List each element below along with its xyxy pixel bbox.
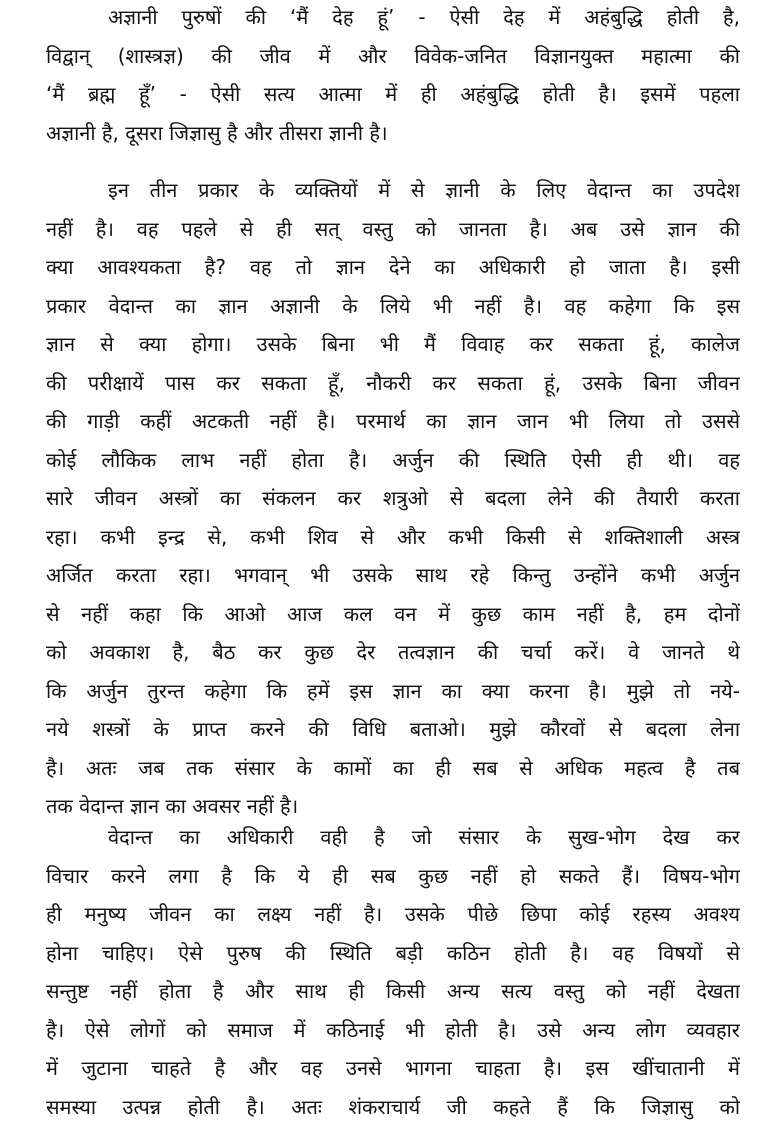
text-line: विद्वान् (शास्त्रज्ञ) की जीव में और विवेक-जनित विज्ञानयुक्त महात्मा की	[46, 37, 740, 76]
text-line: सारे जीवन अस्त्रों का संकलन कर शत्रुओ से बदला लेने की तैयारी करता	[46, 479, 740, 518]
text-line: क्या आवश्यकता है? वह तो ज्ञान देने का अधिकारी हो जाता है। इसी	[46, 248, 740, 287]
text-line: में जुटाना चाहते है और वह उनसे भागना चाहता है। इस खींचातानी में	[46, 1049, 740, 1088]
text-line: विचार करने लगा है कि ये ही सब कुछ नहीं हो सकते हैं। विषय-भोग	[46, 857, 740, 896]
text-line: होना चाहिए। ऐसे पुरुष की स्थिति बड़ी कठिन होती है। वह विषयों से	[46, 934, 740, 973]
paragraph-2	[46, 171, 740, 826]
text-line: ज्ञान से क्या होगा। उसके बिना भी मैं विवाह कर सकता हूं, कालेज	[46, 325, 740, 364]
text-line: से नहीं कहा कि आओ आज कल वन में कुछ काम नहीं है, हम दोनों	[46, 595, 740, 634]
text-line: प्रकार वेदान्त का ज्ञान अज्ञानी के लिये भी नहीं है। वह कहेगा कि इस	[46, 287, 740, 326]
text-line: अर्जित करता रहा। भगवान् भी उसके साथ रहे किन्तु उन्होंने कभी अर्जुन	[46, 556, 740, 595]
text-line: कोई लौकिक लाभ नहीं होता है। अर्जुन की स्थिति ऐसी ही थी। वह	[46, 441, 740, 480]
text-line: अज्ञानी पुरुषों की ‘मैं देह हूं’ - ऐसी देह में अहंबुद्धि होती है,	[46, 0, 740, 37]
paragraph-3	[46, 818, 740, 1126]
text-line: अज्ञानी है, दूसरा जिज्ञासु है और तीसरा ज्ञानी है।	[46, 114, 740, 153]
text-line: को अवकाश है, बैठ कर कुछ देर तत्वज्ञान की चर्चा करें। वे जानते थे	[46, 633, 740, 672]
text-line: ‘मैं ब्रह्म हूँ’ - ऐसी सत्य आत्मा में ही अहंबुद्धि होती है। इसमें पहला	[46, 75, 740, 114]
text-line: है। ऐसे लोगों को समाज में कठिनाई भी होती है। उसे अन्य लोग व्यवहार	[46, 1011, 740, 1050]
text-line: की परीक्षायें पास कर सकता हूँ, नौकरी कर सकता हूं, उसके बिना जीवन	[46, 364, 740, 403]
text-line: इन तीन प्रकार के व्यक्तियों में से ज्ञानी के लिए वेदान्त का उपदेश	[46, 171, 740, 210]
text-line: की गाड़ी कहीं अटकती नहीं है। परमार्थ का ज्ञान जान भी लिया तो उससे	[46, 402, 740, 441]
text-line: वेदान्त का अधिकारी वही है जो संसार के सुख-भोग देख कर	[46, 818, 740, 857]
text-line: रहा। कभी इन्द्र से, कभी शिव से और कभी किसी से शक्तिशाली अस्त्र	[46, 518, 740, 557]
paragraph-1	[46, 0, 740, 152]
text-line: सन्तुष्ट नहीं होता है और साथ ही किसी अन्य सत्य वस्तु को नहीं देखता	[46, 972, 740, 1011]
text-line: तक वेदान्त ज्ञान का अवसर नहीं है।	[46, 787, 740, 826]
text-line: है। अतः जब तक संसार के कामों का ही सब से अधिक महत्व है तब	[46, 749, 740, 788]
text-line: समस्या उत्पन्न होती है। अतः शंकराचार्य जी कहते हैं कि जिज्ञासु को	[46, 1088, 740, 1126]
text-line: ही मनुष्य जीवन का लक्ष्य नहीं है। उसके पीछे छिपा कोई रहस्य अवश्य	[46, 895, 740, 934]
text-line: नहीं है। वह पहले से ही सत् वस्तु को जानता है। अब उसे ज्ञान की	[46, 210, 740, 249]
text-line: नये शस्त्रों के प्राप्त करने की विधि बताओ। मुझे कौरवों से बदला लेना	[46, 710, 740, 749]
text-line: कि अर्जुन तुरन्त कहेगा कि हमें इस ज्ञान का क्या करना है। मुझे तो नये-	[46, 672, 740, 711]
